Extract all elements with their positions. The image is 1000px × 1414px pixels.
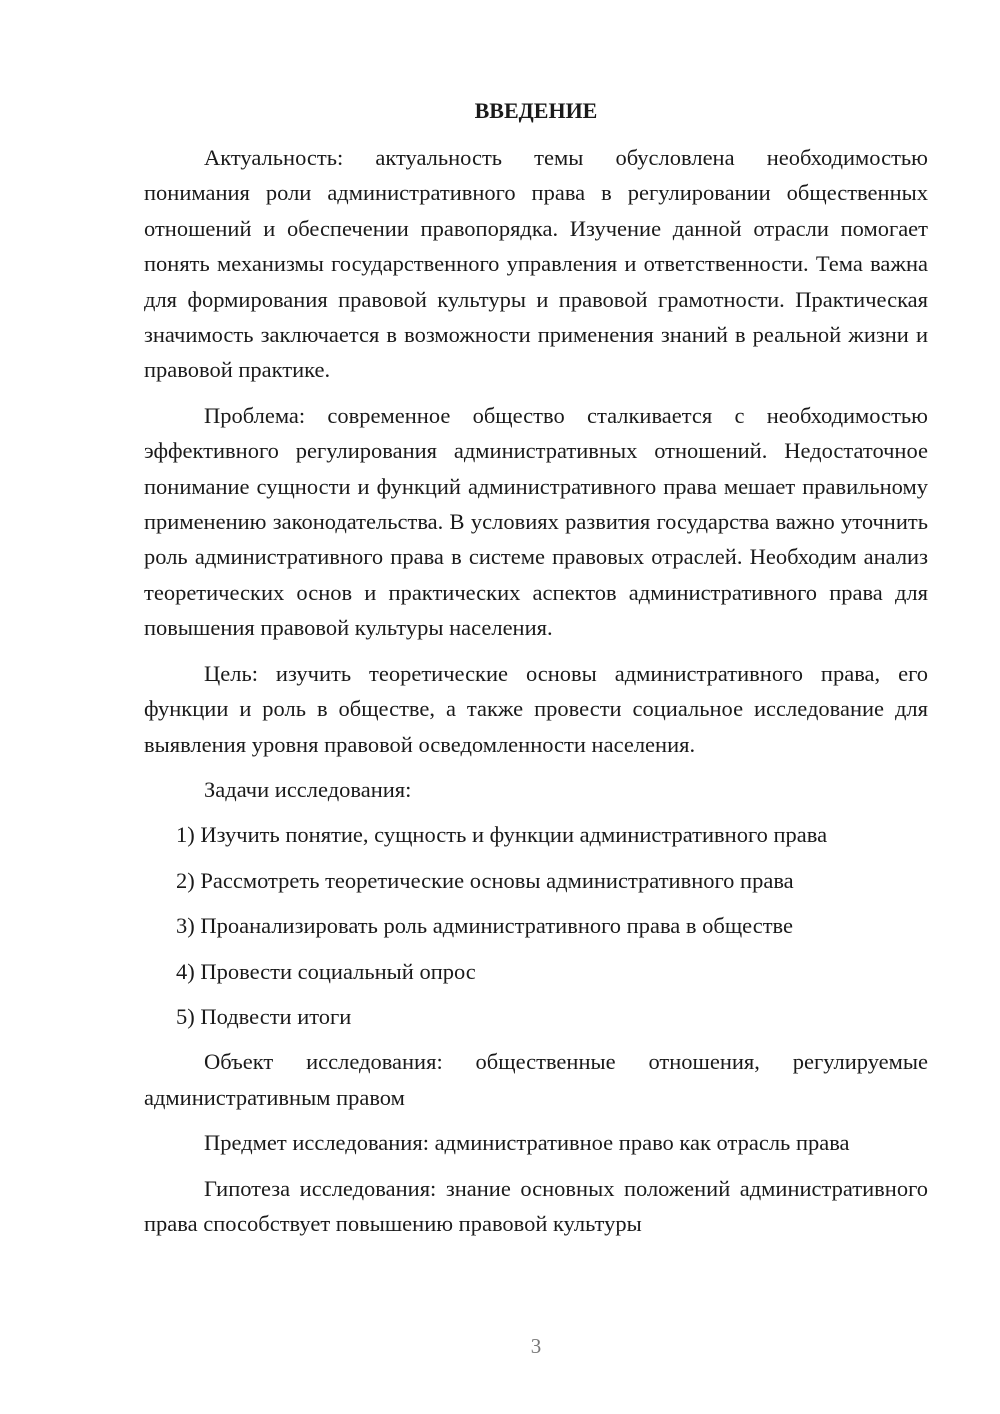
list-item: 2) Рассмотреть теоретические основы административного права — [176, 867, 794, 893]
tasks-list — [144, 817, 928, 1034]
paragraph-hypothesis: Гипотеза исследования: знание основных положений административного права способствует повышению правовой культуры — [144, 1175, 928, 1236]
document-body — [144, 140, 928, 1251]
list-item: 5) Подвести итоги — [176, 1003, 352, 1029]
paragraph-subject: Предмет исследования: административное право как отрасль права — [204, 1130, 850, 1156]
list-item: 4) Провести социальный опрос — [176, 958, 476, 984]
document-page — [144, 0, 928, 1414]
paragraph-problem: Проблема: современное общество сталкивается с необходимостью эффективного регулирования административных отношений. Недостаточное понимание сущности и функций административного права мешает правильному применению законодательства. В условиях развития государства важно уточнить роль административного права в системе правовых отраслей. Необходим анализ теоретических основ и практических аспектов административного права для повышения правовой культуры населения. — [144, 402, 928, 641]
list-item: 3) Проанализировать роль административного права в обществе — [176, 913, 794, 939]
paragraph-tasks-title: Задачи исследования: — [204, 776, 412, 802]
paragraph-relevance: Актуальность: актуальность темы обусловлена необходимостью понимания роли административного права в регулировании общественных отношений и обеспечении правопорядка. Изучение данной отрасли помогает понять механизмы государственного управления и ответственности. Тема важна для формирования правовой культуры и правовой грамотности. Практическая значимость заключается в возможности применения знаний в реальной жизни и правовой практике. — [144, 145, 928, 383]
section-heading: ВВЕДЕНИЕ — [474, 98, 598, 123]
paragraph-object: Объект исследования: общественные отношения, регулируемые административным правом — [144, 1049, 928, 1110]
list-item: 1) Изучить понятие, сущность и функции административного права — [176, 822, 828, 848]
paragraph-goal: Цель: изучить теоретические основы административного права, его функции и роль в обществе, а также провести социальное исследование для выявления уровня правовой осведомленности населения. — [144, 660, 928, 757]
page-number: 3 — [530, 1334, 542, 1358]
